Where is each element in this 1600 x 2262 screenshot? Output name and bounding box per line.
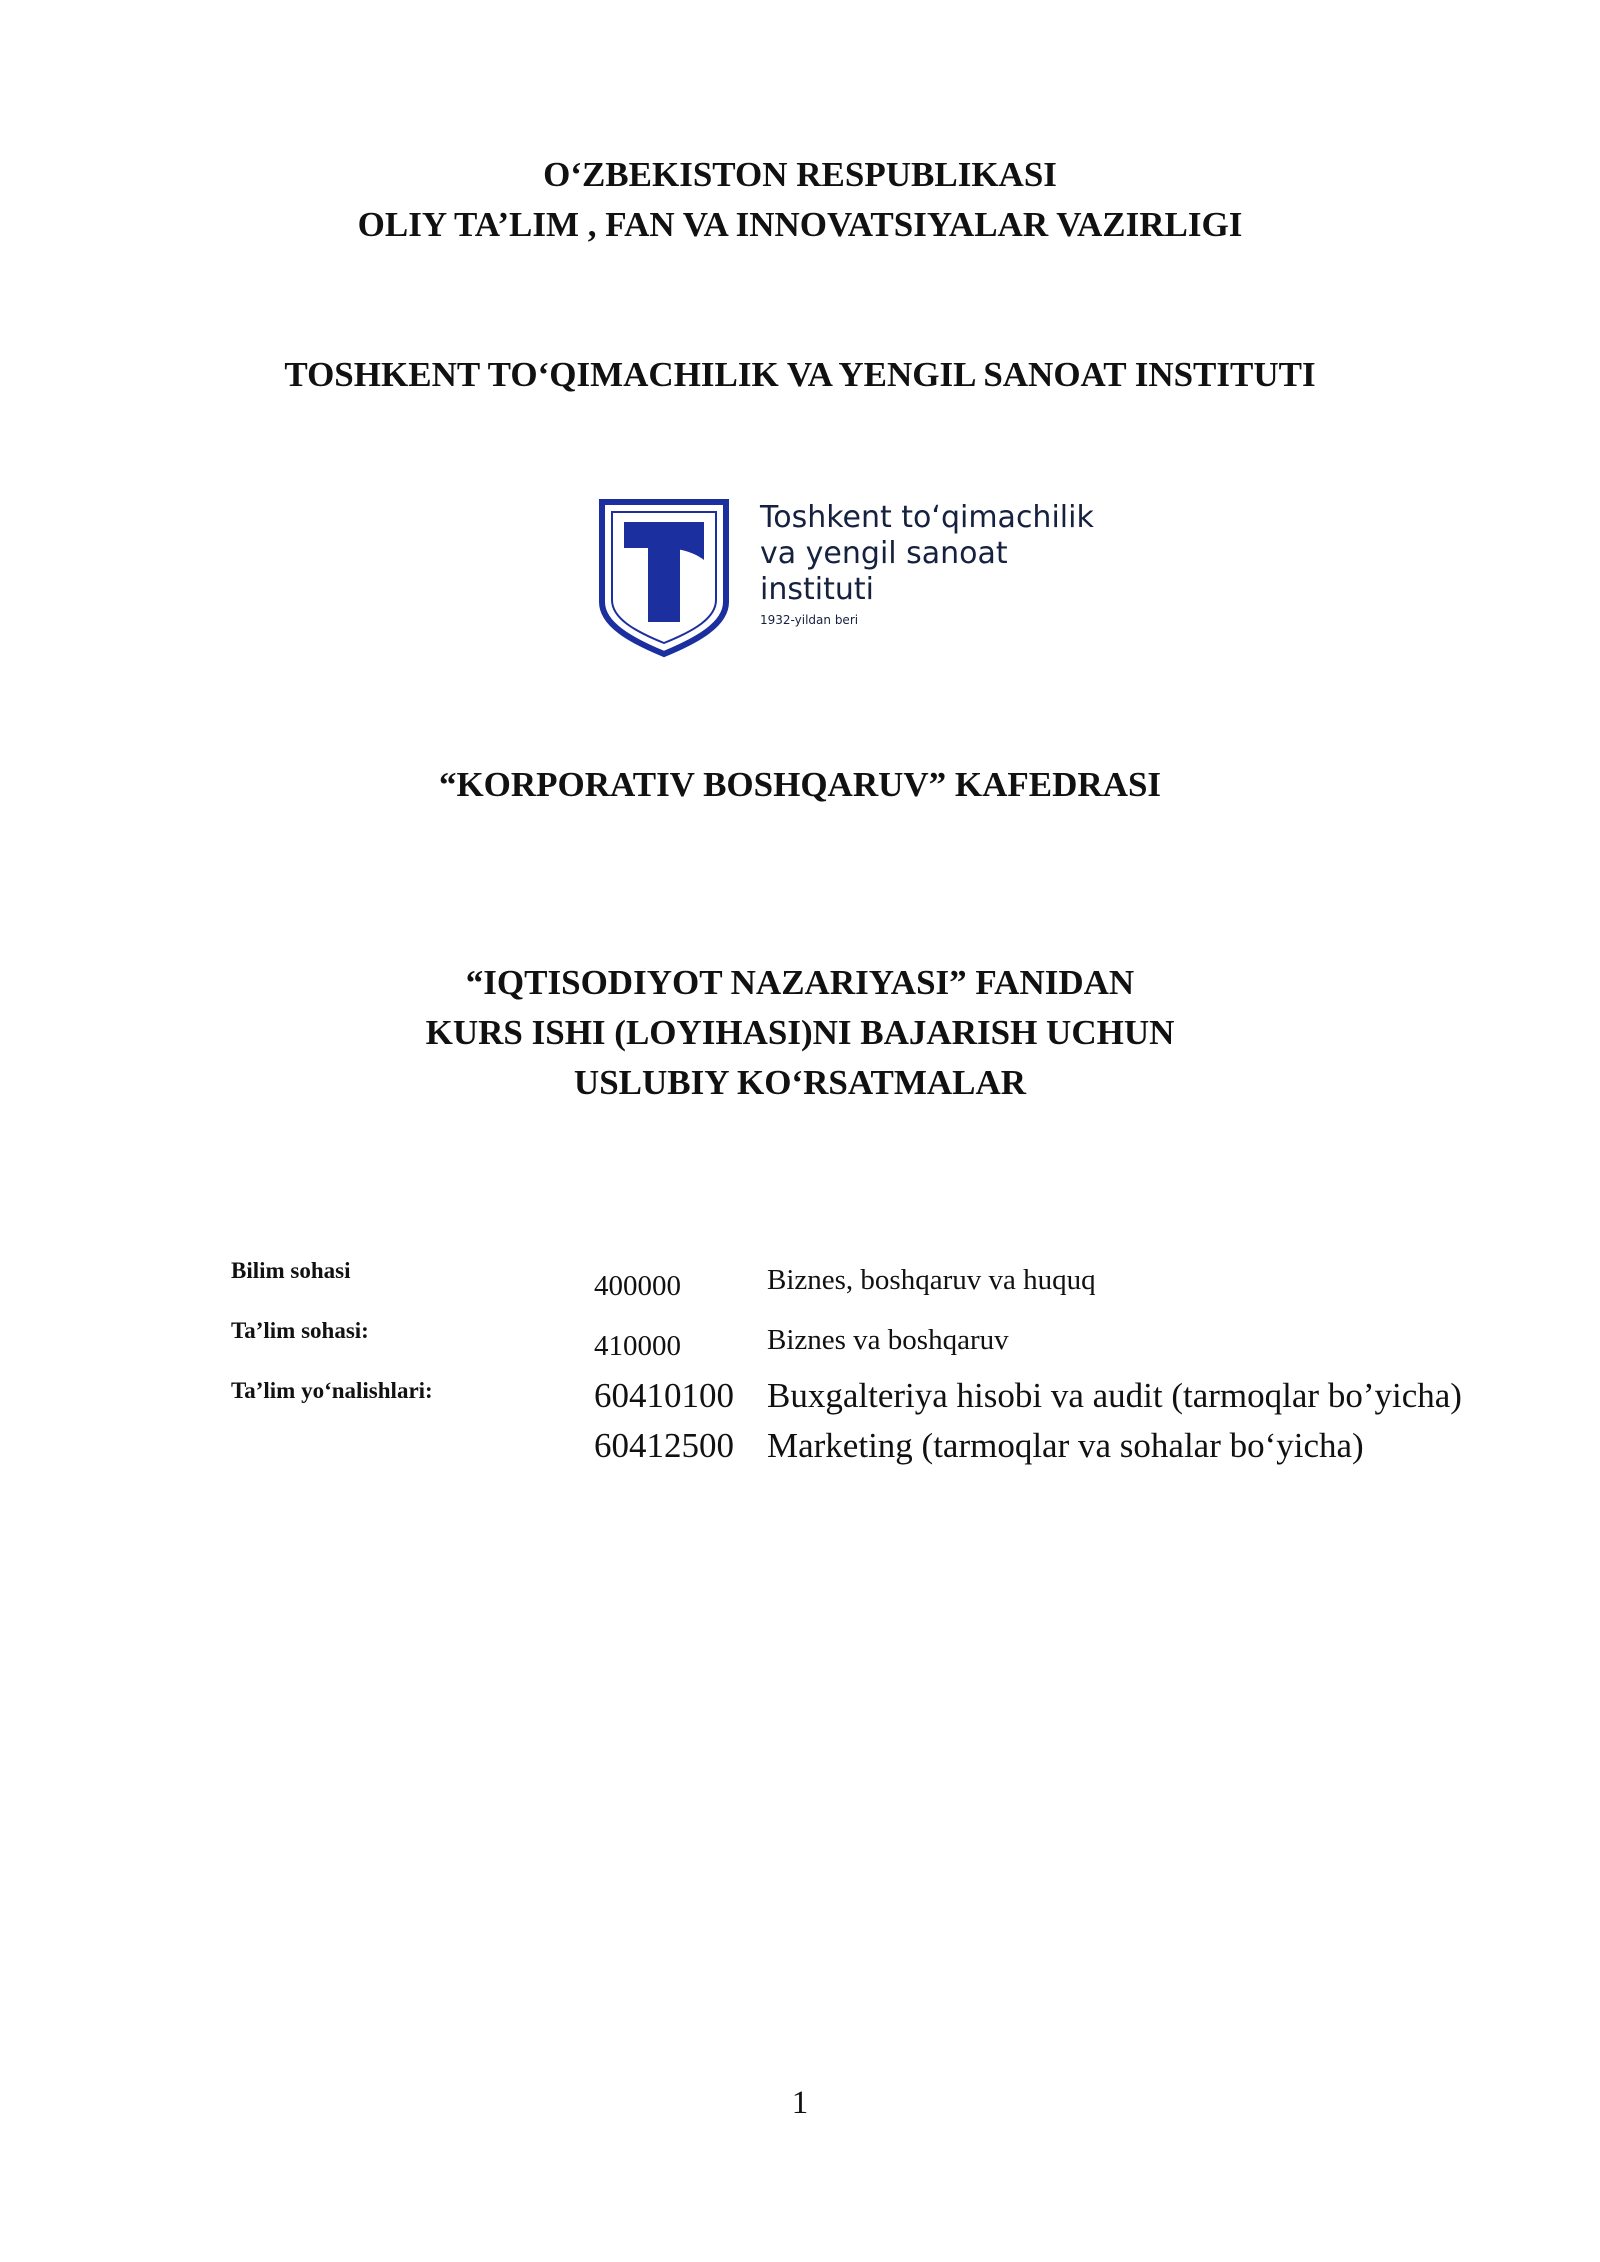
logo-line-2: va yengil sanoat [760, 536, 1008, 571]
education-field-code: 410000 [594, 1330, 681, 1362]
knowledge-field-row [0, 1258, 1600, 1308]
directions-row [0, 1378, 1600, 1428]
education-field-name: Biznes va boshqaruv [767, 1324, 1009, 1356]
department-heading: “KORPORATIV BOSHQARUV” KAFEDRASI [438, 765, 1162, 804]
direction-name: Buxgalteriya hisobi va audit (tarmoqlar bo’yicha) [767, 1376, 1462, 1415]
direction-code: 60412500 [594, 1426, 734, 1465]
institute-heading: TOSHKENT TO‘QIMACHILIK VA YENGIL SANOAT INSTITUTI [284, 355, 1316, 394]
knowledge-field-code: 400000 [594, 1270, 681, 1302]
directions-label: Ta’lim yo‘nalishlari: [231, 1378, 433, 1403]
logo-line-3: instituti [760, 572, 874, 607]
education-field-row [0, 1318, 1600, 1368]
shield-t-icon [598, 498, 730, 658]
knowledge-field-label: Bilim sohasi [231, 1258, 351, 1283]
subject-line-3: USLUBIY KO‘RSATMALAR [573, 1063, 1027, 1102]
institute-logo [598, 498, 1118, 658]
country-line: O‘ZBEKISTON RESPUBLIKASI [543, 155, 1057, 194]
direction-name: Marketing (tarmoqlar va sohalar bo‘yicha) [767, 1426, 1364, 1465]
subject-line-1: “IQTISODIYOT NAZARIYASI” FANIDAN [465, 963, 1135, 1002]
education-field-label: Ta’lim sohasi: [231, 1318, 369, 1343]
ministry-heading [0, 150, 1600, 250]
page-number: 1 [791, 2085, 809, 2121]
subject-heading [0, 958, 1600, 1108]
logo-line-1: Toshkent to‘qimachilik [760, 500, 1094, 535]
ministry-line: OLIY TA’LIM , FAN VA INNOVATSIYALAR VAZIRLIGI [357, 205, 1243, 244]
logo-wordmark [760, 500, 1094, 628]
directions-row-2 [0, 1428, 1600, 1478]
logo-since: 1932-yildan beri [760, 613, 859, 627]
knowledge-field-name: Biznes, boshqaruv va huquq [767, 1264, 1096, 1296]
subject-line-2: KURS ISHI (LOYIHASI)NI BAJARISH UCHUN [425, 1013, 1175, 1052]
direction-code: 60410100 [594, 1376, 734, 1415]
